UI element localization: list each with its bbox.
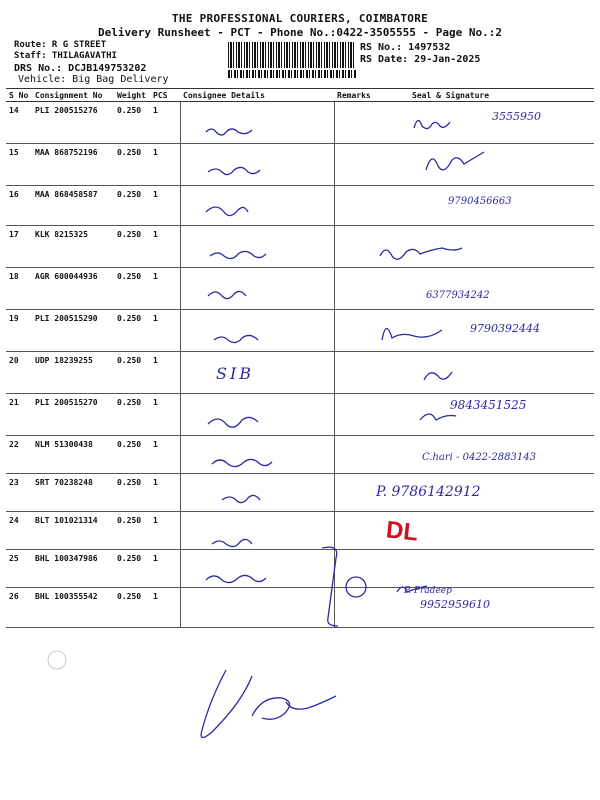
cell-consignee-details xyxy=(180,588,334,628)
cell-sno: 18 xyxy=(6,268,32,310)
cell-consignment-no: MAA 868458587 xyxy=(32,186,114,226)
table-row xyxy=(6,512,594,550)
cell-consignee-details xyxy=(180,512,334,550)
cell-consignee-details xyxy=(180,144,334,186)
cell-consignment-no: BHL 100347986 xyxy=(32,550,114,588)
cell-consignment-no: KLK 8215325 xyxy=(32,226,114,268)
cell-pcs: 1 xyxy=(150,268,180,310)
cell-remarks xyxy=(334,550,392,588)
cell-consignment-no: NLM 51300438 xyxy=(32,436,114,474)
cell-consignee-details xyxy=(180,352,334,394)
cell-remarks xyxy=(334,394,392,436)
cell-signature xyxy=(392,550,594,588)
cell-remarks xyxy=(334,588,392,628)
cell-consignment-no: PLI 200515276 xyxy=(32,102,114,144)
cell-weight: 0.250 xyxy=(114,310,150,352)
table-body xyxy=(6,102,594,628)
cell-sno: 20 xyxy=(6,352,32,394)
cell-weight: 0.250 xyxy=(114,144,150,186)
sig-14-number: 3555950 xyxy=(492,110,541,123)
cell-remarks xyxy=(334,102,392,144)
rs-number: RS No.: 1497532 xyxy=(360,42,451,53)
company-title: THE PROFESSIONAL COURIERS, COIMBATORE xyxy=(171,12,429,25)
sig-26-name: P. Pradeep xyxy=(404,586,452,596)
cell-weight: 0.250 xyxy=(114,268,150,310)
staff-label: Staff: THILAGAVATHI xyxy=(14,51,117,61)
cell-pcs: 1 xyxy=(150,352,180,394)
bottom-signature-stroke-2 xyxy=(252,696,336,719)
cell-sno: 14 xyxy=(6,102,32,144)
cell-consignee-details xyxy=(180,268,334,310)
cell-weight: 0.250 xyxy=(114,512,150,550)
table-row xyxy=(6,226,594,268)
cell-consignee-details xyxy=(180,226,334,268)
route-label: Route: R G STREET xyxy=(14,40,107,50)
cell-weight: 0.250 xyxy=(114,352,150,394)
table-row xyxy=(6,588,594,628)
sig-16-number: 9790456663 xyxy=(448,196,512,207)
cell-consignee-details xyxy=(180,394,334,436)
cell-consignment-no: BHL 100355542 xyxy=(32,588,114,628)
cell-pcs: 1 xyxy=(150,144,180,186)
cell-pcs: 1 xyxy=(150,186,180,226)
cell-remarks xyxy=(334,144,392,186)
cell-pcs: 1 xyxy=(150,226,180,268)
col-pcs: PCS xyxy=(150,89,180,102)
cell-consignment-no: BLT 101021314 xyxy=(32,512,114,550)
bottom-signature-stroke-1 xyxy=(201,670,252,738)
consignee-20-text: SIB xyxy=(216,364,255,383)
cell-weight: 0.250 xyxy=(114,102,150,144)
col-consignee: Consignee Details xyxy=(180,89,334,102)
cell-consignment-no: SRT 70238248 xyxy=(32,474,114,512)
sig-19-number: 9790392444 xyxy=(470,322,540,335)
table-row xyxy=(6,144,594,186)
cell-signature xyxy=(392,512,594,550)
cell-signature xyxy=(392,352,594,394)
sig-23-text: P. 9786142912 xyxy=(376,484,481,500)
runsheet-title: Delivery Runsheet - PCT - Phone No.:0422-3505555 - Page No.:2 xyxy=(98,26,502,39)
cell-pcs: 1 xyxy=(150,474,180,512)
col-remarks: Remarks xyxy=(334,89,392,102)
cell-weight: 0.250 xyxy=(114,550,150,588)
table-row xyxy=(6,474,594,512)
col-weight: Weight xyxy=(114,89,150,102)
cell-weight: 0.250 xyxy=(114,588,150,628)
cell-pcs: 1 xyxy=(150,394,180,436)
cell-remarks xyxy=(334,352,392,394)
cell-consignee-details xyxy=(180,102,334,144)
cell-sno: 19 xyxy=(6,310,32,352)
table-row xyxy=(6,550,594,588)
dl-stamp: DL xyxy=(384,516,420,547)
cell-remarks xyxy=(334,310,392,352)
col-signature: Seal & Signature xyxy=(392,89,594,102)
cell-sno: 21 xyxy=(6,394,32,436)
cell-weight: 0.250 xyxy=(114,474,150,512)
runsheet-table xyxy=(6,88,594,628)
sig-21-number: 9843451525 xyxy=(450,398,527,412)
rs-date: RS Date: 29-Jan-2025 xyxy=(360,54,481,65)
cell-pcs: 1 xyxy=(150,512,180,550)
col-sno: S No xyxy=(6,89,32,102)
cell-consignee-details xyxy=(180,550,334,588)
cell-sno: 23 xyxy=(6,474,32,512)
cell-sno: 17 xyxy=(6,226,32,268)
cell-consignee-details xyxy=(180,310,334,352)
cell-consignee-details xyxy=(180,186,334,226)
cell-consignment-no: MAA 868752196 xyxy=(32,144,114,186)
cell-pcs: 1 xyxy=(150,550,180,588)
table-header xyxy=(6,89,594,102)
vehicle-label: Vehicle: Big Bag Delivery xyxy=(18,74,169,85)
cell-consignment-no: PLI 200515270 xyxy=(32,394,114,436)
cell-weight: 0.250 xyxy=(114,436,150,474)
cell-remarks xyxy=(334,512,392,550)
sig-18-number: 6377934242 xyxy=(426,290,490,301)
cell-sno: 16 xyxy=(6,186,32,226)
cell-consignee-details xyxy=(180,474,334,512)
cell-weight: 0.250 xyxy=(114,186,150,226)
cell-sno: 25 xyxy=(6,550,32,588)
cell-sno: 15 xyxy=(6,144,32,186)
cell-signature xyxy=(392,268,594,310)
cell-consignment-no: AGR 600044936 xyxy=(32,268,114,310)
barcode-strip xyxy=(228,70,356,78)
cell-remarks xyxy=(334,226,392,268)
cell-remarks xyxy=(334,186,392,226)
cell-consignment-no: UDP 18239255 xyxy=(32,352,114,394)
cell-remarks xyxy=(334,268,392,310)
cell-weight: 0.250 xyxy=(114,226,150,268)
cell-sno: 22 xyxy=(6,436,32,474)
cell-weight: 0.250 xyxy=(114,394,150,436)
table-row xyxy=(6,268,594,310)
cell-remarks xyxy=(334,436,392,474)
cell-consignment-no: PLI 200515290 xyxy=(32,310,114,352)
faint-mark xyxy=(48,651,66,669)
cell-sno: 24 xyxy=(6,512,32,550)
cell-consignee-details xyxy=(180,436,334,474)
cell-pcs: 1 xyxy=(150,310,180,352)
drs-number: DRS No.: DCJB149753202 xyxy=(14,63,147,74)
cell-signature xyxy=(392,226,594,268)
cell-signature xyxy=(392,144,594,186)
cell-pcs: 1 xyxy=(150,436,180,474)
barcode xyxy=(228,42,356,68)
cell-pcs: 1 xyxy=(150,588,180,628)
sig-26-phone: 9952959610 xyxy=(420,598,490,611)
cell-pcs: 1 xyxy=(150,102,180,144)
sig-22-text: C.hari - 0422-2883143 xyxy=(422,452,536,463)
cell-sno: 26 xyxy=(6,588,32,628)
col-consignment: Consignment No xyxy=(32,89,114,102)
table-row xyxy=(6,352,594,394)
